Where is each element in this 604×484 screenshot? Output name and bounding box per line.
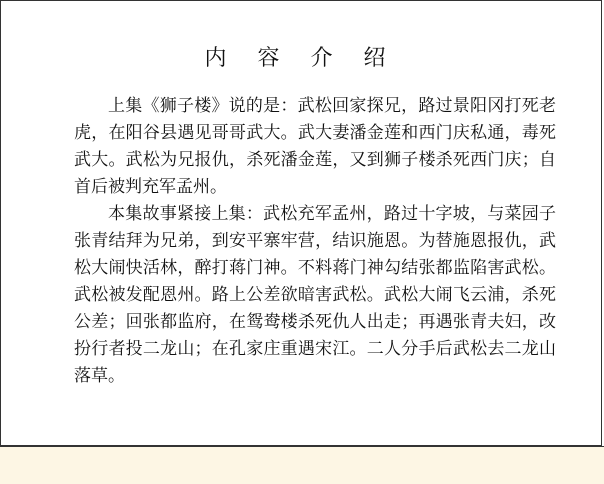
page-title: 内 容 介 绍: [204, 46, 398, 71]
synopsis-paragraph-1: 上集《狮子楼》说的是：武松回家探兄，路过景阳冈打死老虎，在阳谷县遇见哥哥武大。武大妻潘金莲和西门庆私通，毒死武大。武松为兄报仇，杀死潘金莲，又到狮子楼杀死西门庆；自首后被判充军孟州。: [74, 96, 556, 197]
synopsis-paragraph-2: 本集故事紧接上集：武松充军孟州，路过十字坡，与菜园子张青结拜为兄弟，到安平寨牢营，结识施恩。为替施恩报仇，武松大闹快活林，醉打蒋门神。不料蒋门神勾结张都监陷害武松。武松被发配恩州。路上公差欲暗害武松。武松大闹飞云浦，杀死公差；回张都监府，在鸳鸯楼杀死仇人出走；再遇张青夫妇，改扮行者投二龙山；在孔家庄重遇宋江。二人分手后武松去二龙山落草。: [74, 204, 556, 386]
bottom-margin-strip: [0, 446, 604, 484]
synopsis-body: [74, 93, 556, 390]
